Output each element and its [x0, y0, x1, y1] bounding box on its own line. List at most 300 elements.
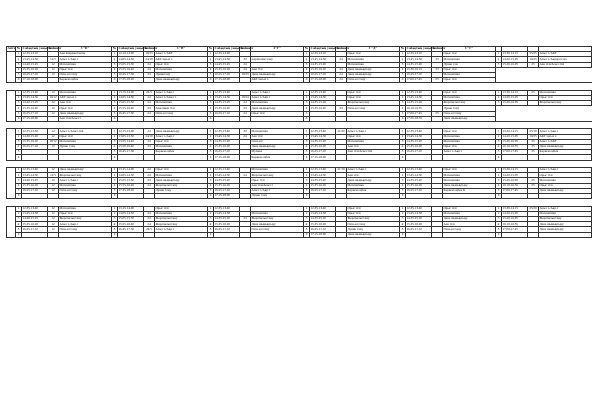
- lesson-number: 5: [16, 150, 22, 155]
- lesson-time: 14.35-15.20: [406, 217, 432, 222]
- subject-cell: Дүние тану: [251, 194, 304, 199]
- room-cell: 12: [48, 188, 59, 193]
- room-cell: 24: [144, 101, 155, 106]
- subject-cell: Ана тілі: [347, 173, 400, 178]
- room-cell: 24: [144, 67, 155, 72]
- subject-cell: Ана тілі: [443, 222, 496, 227]
- lesson-time: 14.35-15.20: [214, 139, 240, 144]
- lesson-number: 5: [16, 227, 22, 232]
- subject-cell: Орыс тілі: [59, 211, 112, 216]
- lesson-time: 17.00-17.45: [502, 188, 528, 193]
- lesson-number: 5: [112, 111, 118, 116]
- lesson-number: 6: [112, 155, 118, 160]
- subject-cell: Ағыл т./Ағыл т.: [155, 96, 208, 101]
- room-cell: 12: [48, 206, 59, 211]
- lesson-number: 3: [496, 62, 502, 67]
- subject-cell: Ағыл т./Ақп.т: [155, 134, 208, 139]
- room-cell: 24: [240, 217, 251, 222]
- lesson-time: 14.35-15.20: [406, 62, 432, 67]
- lesson-time: 13.45-14.30: [310, 211, 336, 216]
- lesson-number: 2: [208, 57, 214, 62]
- subject-cell: Математика: [443, 211, 496, 216]
- lesson-number: 6: [400, 78, 406, 83]
- lesson-time: 14.05-14.50: [118, 173, 144, 178]
- subject-cell: Орыс тілі: [539, 183, 592, 188]
- lesson-number: 6: [16, 194, 22, 199]
- subject-cell: Дене шынықтыру: [443, 116, 496, 121]
- room-cell: 24/19: [145, 56, 153, 61]
- lesson-number: 5: [16, 111, 22, 116]
- lesson-time: 15.35-16.20: [22, 222, 48, 227]
- lesson-time: 15.20-16.05: [502, 178, 528, 183]
- lesson-number: 6: [400, 194, 406, 199]
- lesson-time: 15.35-16.20: [214, 222, 240, 227]
- lesson-time: 14.05-14.50: [118, 57, 144, 62]
- room-cell: 19/25: [529, 133, 537, 138]
- subject-cell: Өзін-өзі тану: [59, 188, 112, 193]
- col-header: №: [208, 46, 213, 51]
- room-cell: [528, 101, 539, 106]
- subject-cell: [155, 232, 208, 237]
- subject-cell: Ана тілі: [251, 134, 304, 139]
- lesson-number: 2: [304, 211, 310, 216]
- room-cell: 12: [48, 72, 59, 77]
- subject-cell: Жаратылыстану: [59, 217, 112, 222]
- lesson-number: 3: [16, 139, 22, 144]
- lesson-time: 16.25-17.10: [310, 188, 336, 193]
- room-cell: 19/12: [49, 139, 57, 144]
- room-cell: 25: [528, 150, 539, 155]
- lesson-number: 4: [400, 67, 406, 72]
- lesson-number: 6: [16, 232, 22, 237]
- lesson-time: 14.35-15.20: [310, 217, 336, 222]
- subject-cell: Ағыл т./Ақп.т: [251, 90, 304, 95]
- lesson-time: 17.10-18.00: [22, 78, 48, 83]
- lesson-time: 15.05-15.50: [118, 101, 144, 106]
- lesson-time: 16.25-17.10: [310, 72, 336, 77]
- subject-cell: Ағыл т./Ақп.т: [539, 129, 592, 134]
- subject-cell: Математика: [59, 90, 112, 95]
- day-cell: [7, 52, 16, 83]
- lesson-time: 15.55-16.40: [118, 222, 144, 227]
- lesson-time: 16.25-17.10: [214, 188, 240, 193]
- subject-cell: Орыс тілі: [155, 62, 208, 67]
- lesson-number: 1: [400, 168, 406, 173]
- subject-cell: Өзін-өзі тану: [59, 72, 112, 77]
- lesson-number: 5: [304, 72, 310, 77]
- subject-cell: [59, 232, 112, 237]
- col-header: Кабинет: [336, 46, 350, 51]
- lesson-number: 3: [400, 178, 406, 183]
- lesson-time: 12.35-13.40: [22, 206, 48, 211]
- lesson-time: 13.45-14.30: [406, 134, 432, 139]
- subject-cell: Дүние тану: [59, 145, 112, 150]
- subject-cell: Дүние тану: [443, 106, 496, 111]
- lesson-time: 15.35-16.20: [214, 106, 240, 111]
- room-cell: 25/25: [529, 51, 537, 56]
- lesson-time: 15.35-16.20: [406, 222, 432, 227]
- col-header: Кабинет: [48, 46, 62, 51]
- subject-cell: Орыс тілі: [443, 168, 496, 173]
- lesson-number: 2: [112, 134, 118, 139]
- lesson-number: 5: [208, 188, 214, 193]
- lesson-number: 4: [400, 222, 406, 227]
- lesson-time: 14.40-15.25: [22, 178, 48, 183]
- room-cell: 24: [144, 222, 155, 227]
- room-cell: 25/20: [529, 205, 537, 210]
- lesson-time: 15.35-16.20: [22, 67, 48, 72]
- lesson-number: 5: [496, 227, 502, 232]
- lesson-time: 16.10-16.55: [502, 222, 528, 227]
- col-header: Кабинет: [240, 46, 254, 51]
- room-cell: 25: [528, 90, 539, 95]
- lesson-number: 5: [208, 150, 214, 155]
- lesson-time: 13.30-14.15: [502, 129, 528, 134]
- subject-cell: Дене шынықтыру: [347, 178, 400, 183]
- lesson-time: 17.15-18.00: [214, 155, 240, 160]
- lesson-number: 2: [496, 173, 502, 178]
- lesson-number: 1: [208, 52, 214, 57]
- lesson-number: 5: [304, 111, 310, 116]
- subject-cell: Математика: [443, 139, 496, 144]
- lesson-number: 4: [400, 106, 406, 111]
- lesson-number: 3: [496, 178, 502, 183]
- lesson-number: 6: [16, 116, 22, 121]
- room-cell: 25: [432, 111, 443, 116]
- lesson-number: 1: [112, 90, 118, 95]
- lesson-time: 13.30-14.15: [502, 52, 528, 57]
- lesson-time: 13.15-14.00: [118, 90, 144, 95]
- room-cell: 24: [144, 129, 155, 134]
- subject-cell: Өзін-өзі тану: [443, 111, 496, 116]
- lesson-time: 16.10-16.55: [502, 145, 528, 150]
- subject-cell: АКТ/Ағыл т.: [251, 78, 304, 83]
- lesson-number: 3: [304, 101, 310, 106]
- subject-cell: Математика: [59, 139, 112, 144]
- subject-cell: Математика: [251, 168, 304, 173]
- lesson-number: 1: [16, 206, 22, 211]
- subject-cell: Жаратылыстану: [155, 217, 208, 222]
- room-cell: 12: [48, 62, 59, 67]
- lesson-number: 6: [304, 116, 310, 121]
- timetable-grid: [6, 46, 592, 238]
- lesson-number: 1: [208, 90, 214, 95]
- lesson-number: 1: [304, 168, 310, 173]
- lesson-time: 15.05-15.50: [118, 217, 144, 222]
- col-header: Сабақтың уақыты: [22, 46, 52, 51]
- room-cell: 12: [48, 111, 59, 116]
- lesson-time: 16.25-17.10: [22, 72, 48, 77]
- lesson-time: 17.00-17.45: [502, 227, 528, 232]
- room-cell: 24: [144, 111, 155, 116]
- lesson-number: 1: [304, 90, 310, 95]
- lesson-time: 15.55-16.40: [118, 183, 144, 188]
- lesson-number: 3: [208, 62, 214, 67]
- subject-cell: [251, 232, 304, 237]
- subject-cell: Математика: [251, 129, 304, 134]
- lesson-number: 1: [304, 52, 310, 57]
- subject-cell: Ағыл т./Ақп.т: [251, 96, 304, 101]
- subject-cell: Дене шынықтыру: [251, 106, 304, 111]
- lesson-number: 3: [496, 139, 502, 144]
- room-cell: 24: [144, 72, 155, 77]
- room-cell: 24/19: [145, 133, 153, 138]
- lesson-time: 15.05-15.50: [118, 62, 144, 67]
- room-cell: 24: [336, 78, 347, 83]
- subject-cell: Дене шынықтыру: [539, 145, 592, 150]
- lesson-time: 13.45-14.30: [406, 173, 432, 178]
- room-cell: 24/5: [144, 90, 155, 95]
- lesson-time: 15.20-16.05: [502, 217, 528, 222]
- room-cell: 12: [48, 90, 59, 95]
- lesson-number: 4: [496, 145, 502, 150]
- subject-cell: Орыс тілі: [539, 173, 592, 178]
- lesson-time: 17.35-18.20: [118, 78, 144, 83]
- lesson-number: 2: [496, 134, 502, 139]
- subject-cell: Дене шынықтыру: [539, 188, 592, 193]
- lesson-time: 14.35-15.20: [406, 101, 432, 106]
- subject-cell: Жаратылыстану: [539, 217, 592, 222]
- lesson-time: 12.35-13.40: [214, 206, 240, 211]
- lesson-number: 6: [304, 78, 310, 83]
- lesson-number: 6: [208, 232, 214, 237]
- subject-cell: Жаратылыстану: [539, 101, 592, 106]
- block-separator: [7, 121, 592, 129]
- subject-cell: Ана тілі: [347, 145, 400, 150]
- lesson-time: 12.35-13.10: [22, 52, 48, 57]
- lesson-number: 6: [496, 194, 502, 199]
- subject-cell: Өзін-өзі тану: [347, 78, 400, 83]
- lesson-number: 2: [208, 211, 214, 216]
- subject-cell: Математика: [443, 134, 496, 139]
- subject-cell: Ана тілі/Ағыл.т: [251, 183, 304, 188]
- lesson-number: 3: [304, 62, 310, 67]
- subject-cell: Ағыл т./Ақп.т: [347, 129, 400, 134]
- lesson-number: 5: [112, 150, 118, 155]
- lesson-number: 5: [112, 227, 118, 232]
- subject-cell: Жаратылыстану: [443, 101, 496, 106]
- lesson-time: 16.45-17.30: [118, 111, 144, 116]
- room-cell: 25: [528, 145, 539, 150]
- lesson-number: 6: [208, 155, 214, 160]
- lesson-time: 14.35-15.20: [310, 139, 336, 144]
- lesson-number: 6: [304, 194, 310, 199]
- subject-cell: Орыс тілі: [443, 129, 496, 134]
- lesson-number: 3: [16, 217, 22, 222]
- lesson-number: 2: [304, 96, 310, 101]
- lesson-number: 3: [496, 217, 502, 222]
- lesson-time: 14.35-15.20: [310, 101, 336, 106]
- subject-cell: Жаратылыстану: [251, 173, 304, 178]
- lesson-number: 6: [112, 116, 118, 121]
- lesson-time: 15.35-16.20: [22, 106, 48, 111]
- class-header-3g: 3"Г": [251, 47, 304, 52]
- lesson-time: 15.35-16.20: [214, 67, 240, 72]
- subject-cell: Ана тілі: [251, 67, 304, 72]
- lesson-number: 6: [16, 78, 22, 83]
- room-cell: [144, 232, 155, 237]
- subject-cell: Математика: [539, 178, 592, 183]
- subject-cell: Орыс тілі: [347, 96, 400, 101]
- room-cell: [336, 232, 347, 237]
- subject-cell: Ағыл т./Ақп.т: [59, 57, 112, 62]
- lesson-number: 6: [496, 232, 502, 237]
- lesson-time: 17.35-18.20: [118, 188, 144, 193]
- lesson-number: 5: [208, 72, 214, 77]
- lesson-time: [502, 232, 528, 237]
- room-cell: 24: [336, 57, 347, 62]
- subject-cell: Орыс тілі: [347, 52, 400, 57]
- col-header: Сабақтың уақыты: [310, 46, 340, 51]
- lesson-time: 16.25-17.10: [214, 111, 240, 116]
- lesson-time: 15.35-16.20: [310, 67, 336, 72]
- room-cell: [48, 232, 59, 237]
- lesson-time: 14.40-15.25: [22, 217, 48, 222]
- lesson-number: 4: [16, 67, 22, 72]
- room-cell: 12: [48, 106, 59, 111]
- room-cell: 12: [48, 178, 59, 183]
- lesson-time: [118, 232, 144, 237]
- lesson-time: 15.30-16.15: [406, 67, 432, 72]
- room-cell: 24: [240, 106, 251, 111]
- lesson-number: 2: [400, 57, 406, 62]
- lesson-number: 3: [304, 178, 310, 183]
- subject-cell: Ағыл т./Ақп.т: [443, 150, 496, 155]
- room-cell: 19/25: [529, 56, 537, 61]
- lesson-number: 1: [496, 206, 502, 211]
- subject-cell: Жаратылыстану: [347, 217, 400, 222]
- lesson-time: 15.35-16.20: [22, 139, 48, 144]
- subject-cell: Дүниетану: [155, 72, 208, 77]
- lesson-number: 2: [16, 173, 22, 178]
- lesson-number: 2: [112, 57, 118, 62]
- lesson-time: 12.35-13.40: [22, 168, 48, 173]
- lesson-time: 16.25-17.10: [22, 111, 48, 116]
- lesson-number: 3: [208, 101, 214, 106]
- room-cell: 24: [336, 72, 347, 77]
- subject-cell: Жаратылыстану: [347, 101, 400, 106]
- subject-cell: Орыс тілі: [347, 90, 400, 95]
- lesson-time: 14.35-15.20: [406, 139, 432, 144]
- col-header: Сабақтың уақыты: [118, 46, 148, 51]
- subject-cell: Орыс тілі: [59, 67, 112, 72]
- room-cell: 12: [48, 222, 59, 227]
- lesson-number: 1: [496, 129, 502, 134]
- subject-cell: Дене шынықтыру: [59, 111, 112, 116]
- room-cell: 12: [48, 227, 59, 232]
- lesson-time: 15.35-16.20: [214, 183, 240, 188]
- lesson-number: 3: [208, 139, 214, 144]
- room-cell: [240, 232, 251, 237]
- lesson-time: 13.30-14.15: [502, 206, 528, 211]
- lesson-number: 3: [112, 101, 118, 106]
- lesson-time: 12.35-13.40: [406, 206, 432, 211]
- room-cell: 19/24: [241, 95, 249, 100]
- lesson-number: 1: [208, 168, 214, 173]
- lesson-time: 17.00-17.45: [502, 150, 528, 155]
- room-cell: 24: [144, 139, 155, 144]
- lesson-time: 17.15-18.00: [310, 78, 336, 83]
- lesson-time: 13.45-14.30: [214, 211, 240, 216]
- subject-cell: Орыс тілі: [155, 206, 208, 211]
- lesson-time: 12.35-13.10: [406, 52, 432, 57]
- lesson-number: 2: [208, 134, 214, 139]
- subject-cell: Ағыл т./Ақп.т: [539, 206, 592, 211]
- lesson-number: 3: [304, 217, 310, 222]
- room-cell: 24: [240, 67, 251, 72]
- lesson-time: 15.20-16.05: [502, 139, 528, 144]
- lesson-time: 13.45-14.30: [406, 211, 432, 216]
- room-cell: 12: [48, 183, 59, 188]
- lesson-time: 17.15-18.00: [310, 155, 336, 160]
- subject-cell: Ағыл т./Ағыл.тілі: [59, 129, 112, 134]
- lesson-time: 12.15-13.00: [118, 129, 144, 134]
- lesson-number: 4: [304, 106, 310, 111]
- subject-cell: Орыс тілі: [443, 78, 496, 83]
- room-cell: 24: [144, 217, 155, 222]
- lesson-time: 16.25-17.10: [22, 188, 48, 193]
- lesson-number: 3: [400, 101, 406, 106]
- lesson-time: 13.45-14.30: [310, 96, 336, 101]
- lesson-number: 6: [16, 155, 22, 160]
- lesson-time: 13.45-14.30: [214, 134, 240, 139]
- lesson-number: 5: [304, 188, 310, 193]
- lesson-time: 16.25-17.10: [310, 227, 336, 232]
- room-cell: 24: [144, 183, 155, 188]
- subject-cell: Дене шынықтыру: [251, 145, 304, 150]
- lesson-time: 15.55-16.40: [118, 106, 144, 111]
- lesson-time: 16.25-17.10: [22, 145, 48, 150]
- subject-cell: Ағыл т./Ақп.т: [155, 227, 208, 232]
- lesson-time: 16.10-16.55: [502, 183, 528, 188]
- room-cell: 24: [144, 173, 155, 178]
- lesson-time: [406, 232, 432, 237]
- subject-cell: Ана жеңевкөгмасы: [59, 52, 112, 57]
- lesson-time: 14.20-15.05: [502, 57, 528, 62]
- subject-cell: Жаратылыстану: [59, 173, 112, 178]
- lesson-number: 2: [16, 134, 22, 139]
- lesson-time: 13.15-14.00: [118, 168, 144, 173]
- room-cell: 24: [144, 106, 155, 111]
- lesson-number: 5: [208, 111, 214, 116]
- subject-cell: Ағыл т./АКТ: [539, 139, 592, 144]
- subject-cell: Орыс тілі: [443, 90, 496, 95]
- subject-cell: Математика: [443, 57, 496, 62]
- lesson-number: 6: [400, 116, 406, 121]
- lesson-time: 14.30-15.20: [22, 134, 48, 139]
- lesson-time: 13.45-14.30: [214, 96, 240, 101]
- lesson-time: 12.35-13.40: [214, 52, 240, 57]
- lesson-number: 3: [112, 139, 118, 144]
- lesson-time: 17.15-18.00: [22, 116, 48, 121]
- lesson-time: 12.35-13.40: [310, 168, 336, 173]
- lesson-number: 2: [112, 211, 118, 216]
- room-cell: 12: [48, 134, 59, 139]
- subject-cell: Математика: [539, 211, 592, 216]
- subject-cell: Математика: [155, 145, 208, 150]
- col-header: №: [112, 46, 117, 51]
- lesson-time: 15.05-15.50: [118, 178, 144, 183]
- subject-cell: Дене шынықтыру: [539, 222, 592, 227]
- lesson-number: 4: [16, 222, 22, 227]
- lesson-number: 2: [400, 173, 406, 178]
- lesson-time: 12.35-13.40: [406, 129, 432, 134]
- subject-cell: [539, 232, 592, 237]
- room-cell: 21/20: [337, 128, 345, 133]
- room-cell: 24: [336, 106, 347, 111]
- room-cell: 12: [48, 168, 59, 173]
- lesson-time: 12.35-13.40: [214, 90, 240, 95]
